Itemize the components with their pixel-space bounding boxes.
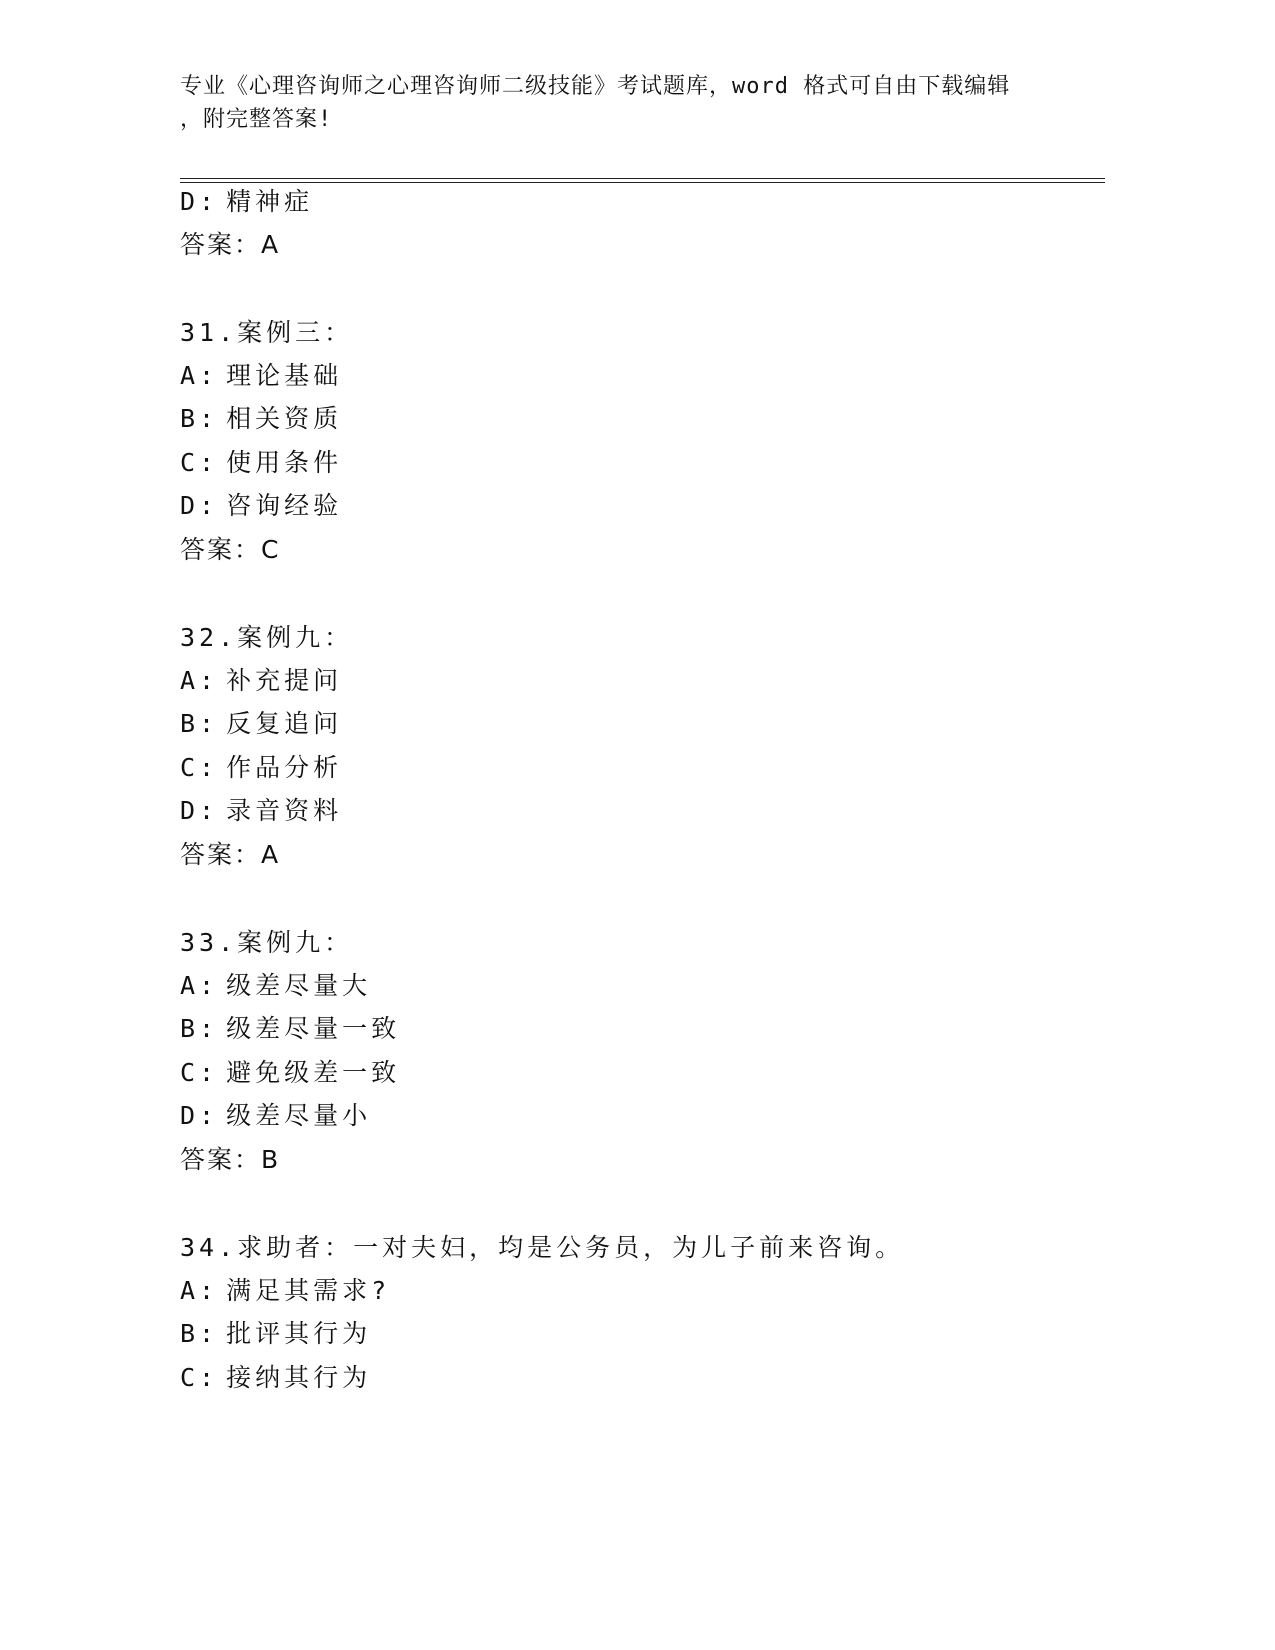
option-b bbox=[180, 403, 342, 435]
option-b bbox=[180, 708, 342, 740]
answer-line: 答案：B bbox=[180, 1145, 281, 1174]
answer-line: 答案：A bbox=[180, 840, 281, 869]
header-title-line-2: ，附完整答案! bbox=[180, 107, 333, 132]
option-letter: A: bbox=[180, 971, 219, 1000]
option-a bbox=[180, 360, 342, 392]
option-letter: D: bbox=[180, 187, 219, 216]
option-c bbox=[180, 1362, 371, 1394]
option-letter: C: bbox=[180, 1058, 219, 1087]
option-d bbox=[180, 490, 342, 522]
option-b bbox=[180, 1013, 400, 1045]
option-text: 作品分析 bbox=[226, 753, 343, 782]
option-letter: B: bbox=[180, 1319, 219, 1348]
option-letter: D: bbox=[180, 1101, 219, 1130]
option-text: 避免级差一致 bbox=[226, 1058, 401, 1087]
document-header bbox=[180, 70, 1040, 136]
option-text: 接纳其行为 bbox=[226, 1363, 372, 1392]
option-c bbox=[180, 1057, 400, 1089]
option-letter: A: bbox=[180, 666, 219, 695]
option-letter: C: bbox=[180, 448, 219, 477]
option-letter: D: bbox=[180, 491, 219, 520]
option-text: 录音资料 bbox=[226, 796, 343, 825]
option-text: 相关资质 bbox=[226, 404, 343, 433]
answer-line: 答案：A bbox=[180, 230, 281, 259]
question-title: 31.案例三： bbox=[180, 318, 354, 347]
option-c bbox=[180, 447, 342, 479]
option-text: 使用条件 bbox=[226, 448, 343, 477]
option-b bbox=[180, 1318, 371, 1350]
option-text: 批评其行为 bbox=[226, 1319, 372, 1348]
option-text: 满足其需求? bbox=[226, 1276, 391, 1305]
option-letter: C: bbox=[180, 753, 219, 782]
option-text: 级差尽量小 bbox=[226, 1101, 372, 1130]
header-title-line-1: 专业《心理咨询师之心理咨询师二级技能》考试题库，word 格式可自由下载编辑 bbox=[180, 74, 1011, 99]
option-a bbox=[180, 970, 371, 1002]
option-text: 理论基础 bbox=[226, 361, 343, 390]
option-text: 级差尽量大 bbox=[226, 971, 372, 1000]
option-a bbox=[180, 665, 342, 697]
option-text: 级差尽量一致 bbox=[226, 1014, 401, 1043]
question-title: 33.案例九： bbox=[180, 928, 354, 957]
option-c bbox=[180, 752, 342, 784]
option-a bbox=[180, 1275, 390, 1307]
answer-line: 答案：C bbox=[180, 535, 281, 564]
option-letter: D: bbox=[180, 796, 219, 825]
option-letter: B: bbox=[180, 1014, 219, 1043]
option-text: 反复追问 bbox=[226, 709, 343, 738]
option-text: 咨询经验 bbox=[226, 491, 343, 520]
option-letter: B: bbox=[180, 404, 219, 433]
option-d bbox=[180, 795, 342, 827]
option-text: 精神症 bbox=[226, 187, 314, 216]
option-letter: A: bbox=[180, 361, 219, 390]
option-letter: B: bbox=[180, 709, 219, 738]
header-double-rule bbox=[180, 178, 1105, 183]
option-text: 补充提问 bbox=[226, 666, 343, 695]
option-d bbox=[180, 1100, 371, 1132]
option-letter: C: bbox=[180, 1363, 219, 1392]
option-d bbox=[180, 186, 313, 218]
option-letter: A: bbox=[180, 1276, 219, 1305]
question-title: 32.案例九： bbox=[180, 623, 354, 652]
question-title: 34.求助者：一对夫妇，均是公务员，为儿子前来咨询。 bbox=[180, 1233, 905, 1262]
